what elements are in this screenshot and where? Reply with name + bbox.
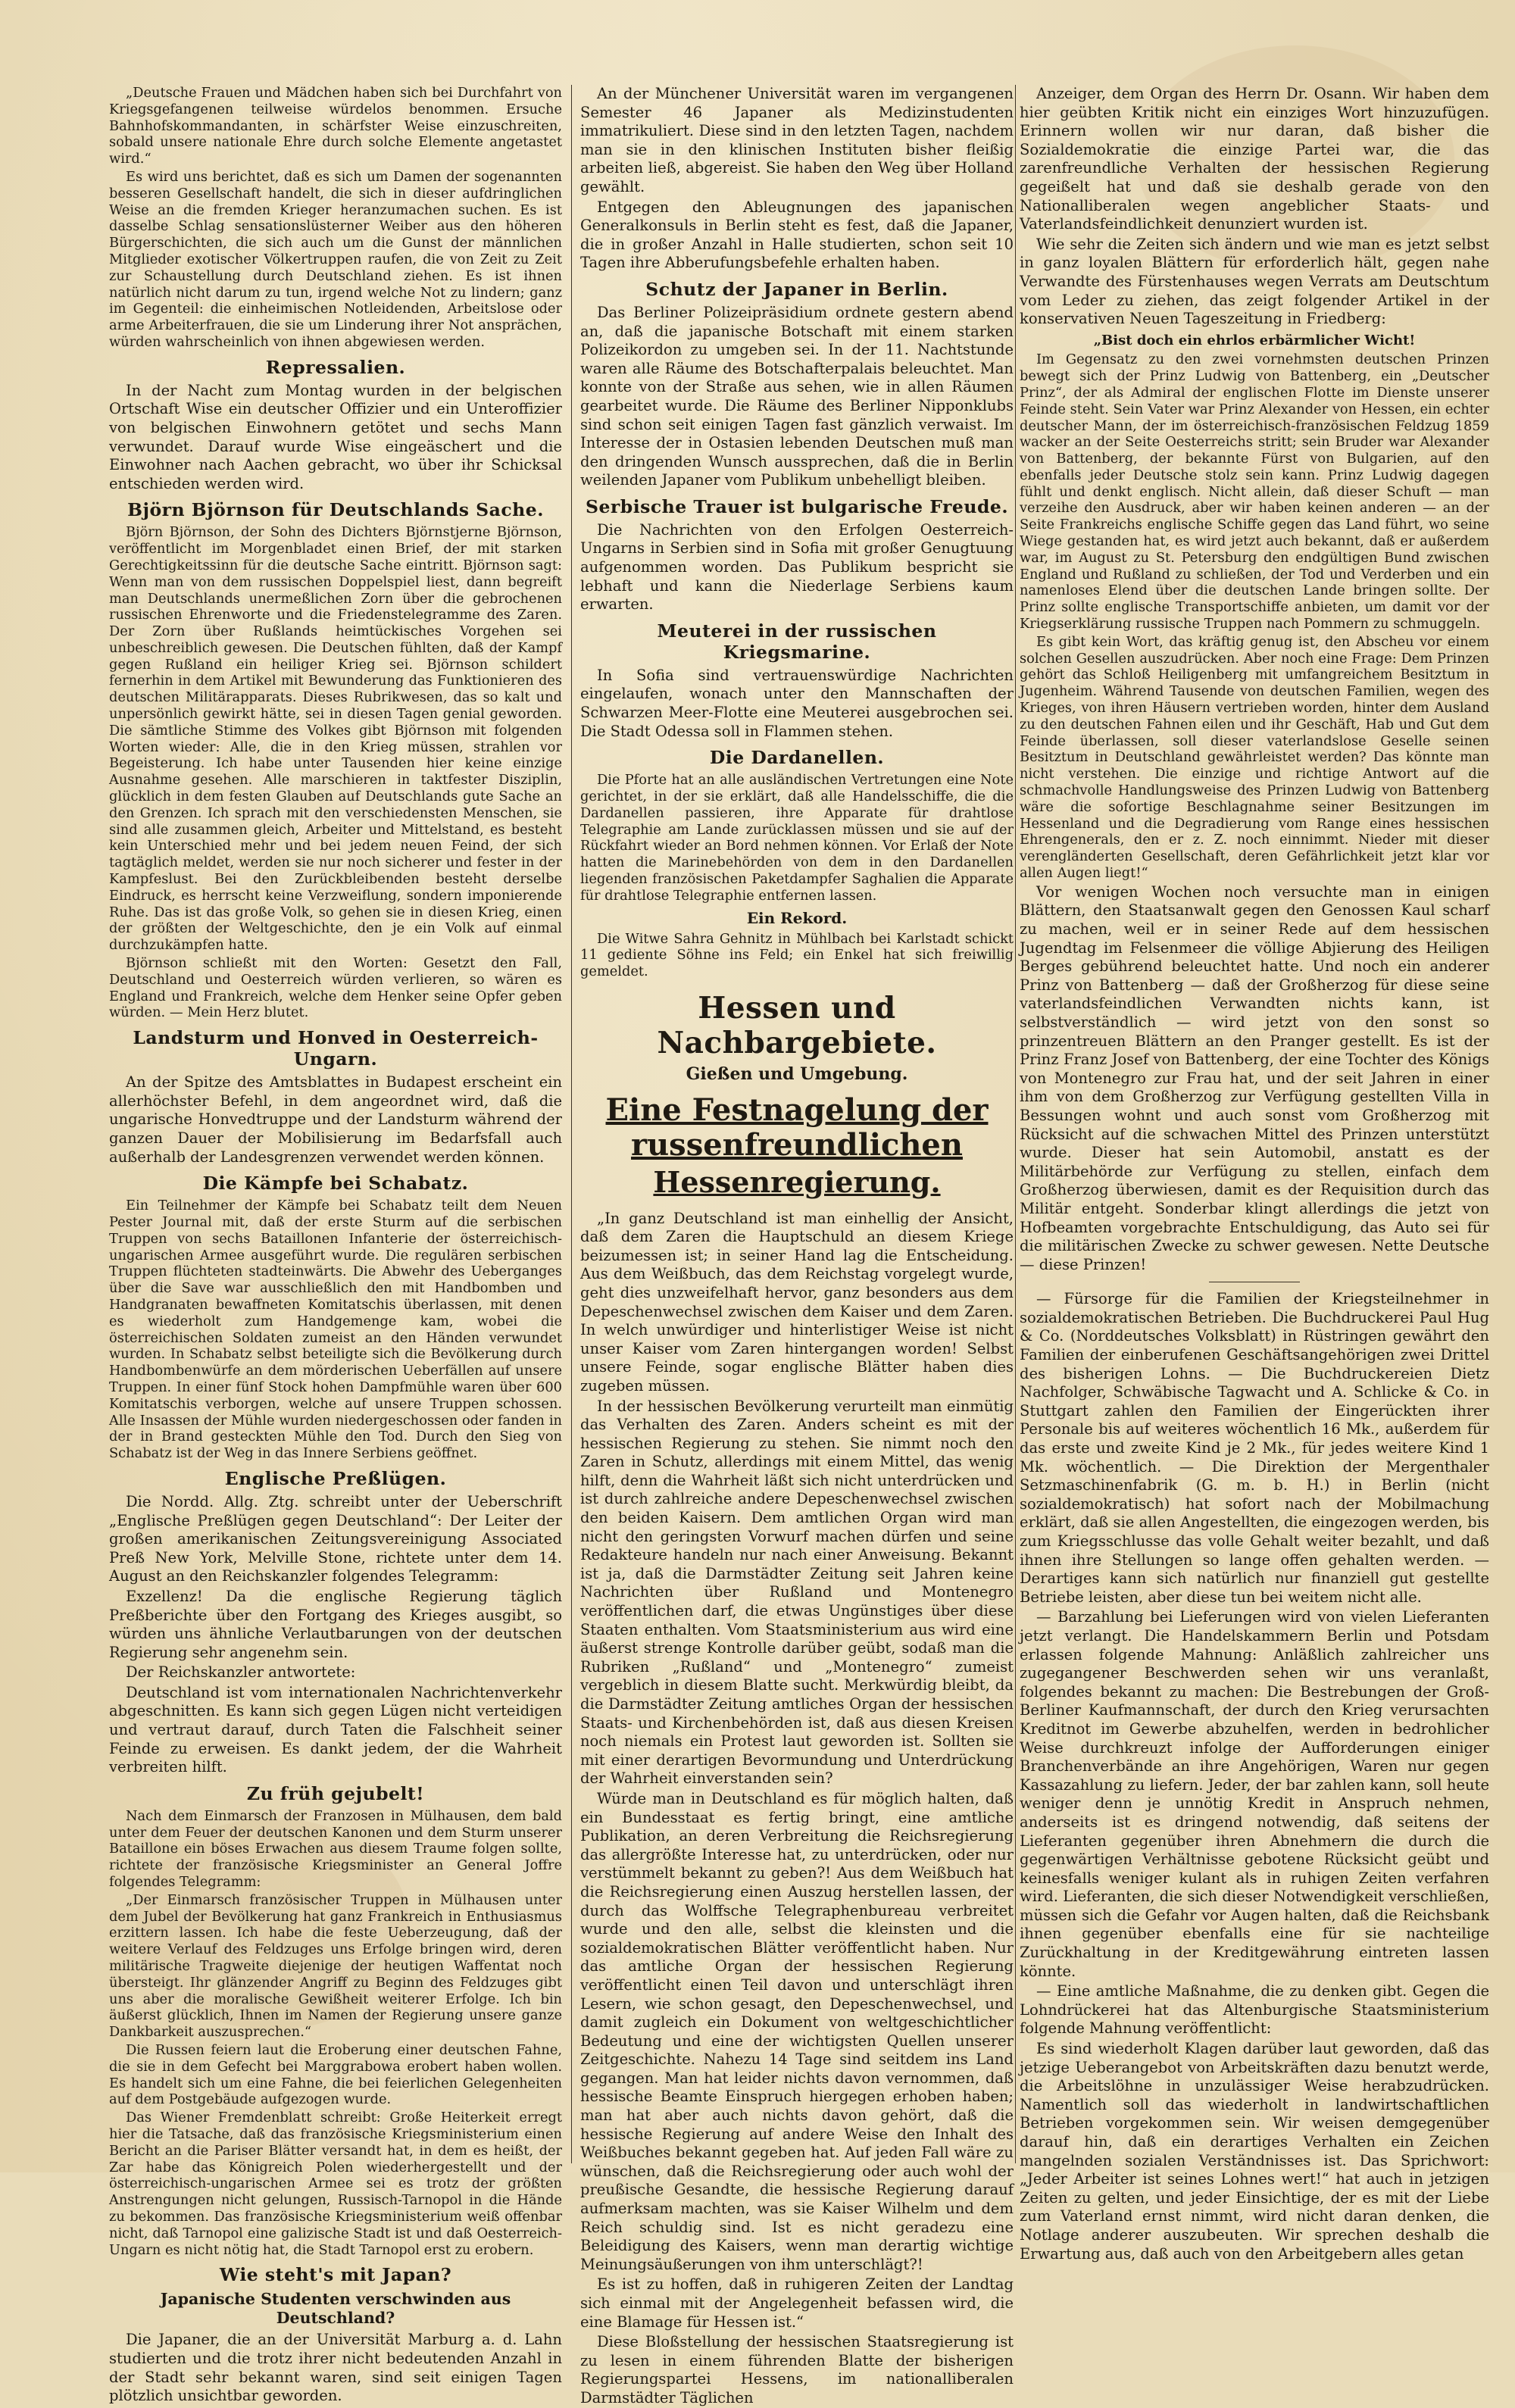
- paragraph: In der Nacht zum Montag wurden in der belgischen Ortschaft Wise ein deutscher Offizier und ein Unteroffizier von belgischen Einwohnern getötet und sechs Mann verwundet. Darauf wurde Wise eingeäschert und die Einwohner nach Aachen gebracht, wo über ihr Schicksal entschieden werden wird.: [109, 381, 562, 492]
- paragraph: Die Russen feiern laut die Eroberung einer deutschen Fahne, die sie in dem Gefecht bei Marggrabowa erobert haben wollen. Es handelt sich um eine Fahne, die bei feierlichen Gelegenheiten auf dem Postgebäude aufgezogen wurde.: [109, 2042, 562, 2108]
- paragraph: Es sind wiederholt Klagen darüber laut geworden, daß das jetzige Ueberangebot von Arbeitskräften dazu benutzt werde, die Arbeitslöhne in unzulässiger Weise herabzudrücken. Namentlich soll das wiederholt in landwirtschaftlichen Betrieben vorgekommen sein. Wir weisen demgegenüber darauf hin, daß ein derartiges Verhalten ein Zeichen mangelnden sozialen Verständnisses ist. Das Sprichwort: „Jeder Arbeiter ist seines Lohnes wert!“ hat auch in jetzigen Zeiten zu gelten, und jeder Einsichtige, der es mit der Liebe zum Vaterland ernst nimmt, wird nicht daran denken, die Notlage anderer auszubeuten. Wir sprechen deshalb die Erwartung aus, daß auch von den Arbeitgebern alles getan: [1020, 2040, 1489, 2263]
- headline-meuterei: Meuterei in der russischen Kriegsmarine.: [657, 620, 937, 663]
- paragraph: Björn Björnson, der Sohn des Dichters Björnstjerne Björnson, veröffentlicht im Morgenbladet einen Brief, der mit starken Gerechtigkeitssinn für die deutsche Sache eintritt. Björnson sagt: Wenn man von dem russischen Doppelspiel liest, dann begreift man Deutschlands unermeßlichen Zorn über die gebrochenen russischen Ehrenworte und die Friedenstelegramme des Zaren. Der Zorn über Rußlands heimtückisches Vorgehen sei unbeschreiblich gewesen. Die Deutschen fühlten, daß der Kampf gegen Rußland ein heiliger Krieg sei. Björnson schildert fernerhin in dem Artikel mit Bewunderung das Funktionieren des deutschen Militärapparats. Dieses Rubrikwesen, das so kalt und unpersönlich gewirkt hätte, sei in diesen Tagen genial geworden. Die sämtliche Stimme des Volkes gibt Björnson mit folgenden Worten wieder: Alle, die in den Krieg müssen, strahlen vor Begeisterung. Ich habe unter Tausenden hier keine einzige Ausnahme gesehen. Alle marschieren in taktfester Disziplin, glücklich in dem festen Glauben auf Deutschlands gute Sache an den Grenzen. Ich sprach mit den verschiedensten Menschen, sie sind alle zusammen gleich, Arbeiter und Mittelstand, es besteht kein Unterschied mehr und bei jedem neuen Feind, der sich tagtäglich meldet, werden sie nur noch sicherer und fester in der Kampfeslust. Bei den Zurückbleibenden besteht derselbe Eindruck, es herrscht keine Verzweiflung, sondern imponierende Ruhe. Das ist das große Volk, so gehen sie in diesen Krieg, einen der größten der Weltgeschichte, den je ein Volk auf einmal durchzukämpfen hatte.: [109, 524, 562, 954]
- paragraph: In der hessischen Bevölkerung verurteilt man einmütig das Verhalten des Zaren. Anders scheint es mit der hessischen Regierung zu stehen. Sie nimmt noch den Zaren in Schutz, allerdings mit einem Mittel, das wenig hilft, denn die Wahrheit läßt sich nicht unterdrücken und ist durch zahlreiche andere Depeschenwechsel zwischen den beiden Kaisern. Dem amtlichen Organ wird man nicht den geringsten Vorwurf machen dürfen und seine Redakteure handeln nur nach einer Anweisung. Bekannt ist ja, daß die Darmstädter Zeitung seit Jahren keine Nachrichten über Rußland und Montenegro veröffentlichen darf, die etwas Ungünstiges über diese Staaten enthalten. Vom Staatsministerium aus wird eine äußerst strenge Kontrolle darüber geübt, sodaß man die Rubriken „Rußland“ und „Montenegro“ zumeist vergeblich in diesem Blatte sucht. Merkwürdig bleibt, da die Darmstädter Zeitung amtliches Organ der hessischen Staats- und Kirchenbehörden ist, daß aus diesen Kreisen noch niemals ein Protest laut geworden ist. Sollten sie mit einer derartigen Bevormundung und Unterdrückung der Wahrheit einverstanden sein?: [580, 1397, 1014, 1788]
- paragraph: Ein Teilnehmer der Kämpfe bei Schabatz teilt dem Neuen Pester Journal mit, daß der erste Sturm auf die serbischen Truppen von sechs Bataillonen Infanterie der österreichisch-ungarischen Armee ausgeführt wurde. Die regulären serbischen Truppen flüchteten stadteinwärts. Die Abwehr des Ueberganges über die Save war ausschließlich den mit Handbomben und Handgranaten bewaffneten Komitatschis überlassen, mit denen es wiederholt zum Handgemenge kam, wobei die österreichischen Soldaten zumeist an den Händen verwundet wurden. In Schabatz selbst beteiligte sich die Bevölkerung durch Handbombenwürfe an dem mörderischen Ueberfällen auf unsere Truppen. In einer fünf Stock hohen Dampfmühle waren über 600 Komitatschis verborgen, welche auf unsere Truppen schossen. Alle Insassen der Mühle wurden niedergeschossen oder fanden in der in Brand gesteckten Mühle den Tod. Durch den Sieg von Schabatz ist der Weg in das Innere Serbiens geöffnet.: [109, 1198, 562, 1462]
- paragraph: Es gibt kein Wort, das kräftig genug ist, den Abscheu vor einem solchen Gesellen auszudrücken. Aber noch eine Frage: Dem Prinzen gehört das Schloß Heiligenberg mit umfangreichem Besitztum in Jugenheim. Während Tausende von deutschen Familien, wegen des Krieges, von ihren Häusern vertrieben worden, hinter dem Ausland zu den deutschen Fahnen eilen und ihr Geschäft, Hab und Gut dem Feinde überlassen, soll dieser vaterlandslose Geselle seinen Besitztum in Deutschland gewährleistet werden? Das könnte man nicht verstehen. Die einzige und richtige Antwort auf die schmachvolle Handlungsweise des Prinzen Ludwig von Battenberg wäre die sofortige Beschlagnahme seiner Besitzungen im Hessenland und die Degradierung vom Range eines hessischen Ehrengenerals, den er z. Z. noch einnimmt. Nieder mit dieser verengländerten Gesellschaft, deren Gefährlichkeit jetzt klar vor allen Augen liegt!“: [1020, 633, 1489, 882]
- paragraph: Die Witwe Sahra Gehnitz in Mühlbach bei Karlstadt schickt 11 gediente Söhne ins Feld; ein Enkel hat sich freiwillig gemeldet.: [580, 930, 1014, 980]
- paragraph: An der Münchener Universität waren im vergangenen Semester 46 Japaner als Medizinstudenten immatrikuliert. Diese sind in den letzten Tagen, nachdem man sie in den klinischen Instituten bisher fleißig arbeiten ließ, abgereist. Sie haben den Weg über Holland gewählt.: [580, 85, 1014, 195]
- paragraph: Würde man in Deutschland es für möglich halten, daß ein Bundesstaat es fertig bringt, eine amtliche Publikation, an deren Verbreitung die Reichsregierung das allergrößte Interesse hat, zu unterdrücken, oder nur verstümmelt bekannt zu geben?! Aus dem Weißbuch hat die Reichsregierung einen Auszug herstellen lassen, der durch das Wolffsche Telegraphenbureau verbreitet wurde und den alle, selbst die kleinsten und die sozialdemokratischen Blätter veröffentlicht haben. Nur das amtliche Organ der hessischen Regierung veröffentlicht einen Teil davon und unterschlägt ihren Lesern, wie schon gesagt, den Depeschenwechsel, und damit zugleich ein Dokument von weltgeschichtlicher Bedeutung und eine der wichtigsten Quellen unserer Zeitgeschichte. Nahezu 14 Tage sind seitdem ins Land gegangen. Man hat leider nichts davon vernommen, daß hessische Beamte Einspruch hiergegen erhoben haben; man hat aber auch nichts davon gehört, daß die hessische Regierung auf andere Weise den Inhalt des Weißbuches bekannt gegeben hat. Auf jeden Fall wäre zu wünschen, daß die Reichsregierung oder auch wohl der preußische Gesandte, die hessische Regierung darauf aufmerksam machten, was sie Kaiser Wilhelm und dem Reich schuldig sind. Ist es nicht geradezu eine Beleidigung des Kaisers, wenn man derartig wichtige Meinungsäußerungen von ihm unterschlägt?!: [580, 1789, 1014, 2273]
- paragraph: Die Japaner, die an der Universität Marburg a. d. Lahn studierten und die trotz ihrer nicht bedeutenden Anzahl in der Stadt sehr bekannt waren, sind seit einigen Tagen plötzlich unsichtbar geworden.: [109, 2331, 562, 2405]
- paragraph: Die Nachrichten von den Erfolgen Oesterreich-Ungarns in Serbien sind in Sofia mit großer Genugtuung aufgenommen worden. Das Publikum bespricht sie lebhaft und kann die Niederlage Serbiens kaum erwarten.: [580, 520, 1014, 614]
- paragraph: „Deutsche Frauen und Mädchen haben sich bei Durchfahrt von Kriegsgefangenen teilweise würdelos benommen. Ersuche Bahnhofskommandanten, in schärfster Weise einzuschreiten, sobald unsere nationale Ehre durch solche Elemente angetastet wird.“: [109, 85, 562, 167]
- headline-repressalien: Repressalien.: [265, 356, 406, 378]
- paragraph: Die Nordd. Allg. Ztg. schreibt unter der Ueberschrift „Englische Preßlügen gegen Deutschland“: Der Leiter der großen amerikanischen Zeitungsvereinigung Associated Preß New York, Melville Stone, richtete unter dem 14. August an den Reichskanzler folgendes Telegramm:: [109, 1492, 562, 1585]
- column-1: [109, 85, 562, 2405]
- paragraph: An der Spitze des Amtsblattes in Budapest erscheint ein allerhöchster Befehl, in dem angeordnet wird, daß die ungarische Honvedtruppe und der Landsturm während der ganzen Dauer der Mobilisierung im Bedarfsfall auch außerhalb der Landesgrenzen verwendet werden können.: [109, 1073, 562, 1166]
- column-rule: [571, 85, 572, 2163]
- paragraph: Wie sehr die Zeiten sich ändern und wie man es jetzt selbst in ganz loyalen Blättern für erforderlich hält, gegen nahe Verwandte des Fürstenhauses wegen Verrats am Deutschtum vom Leder zu ziehen, das zeigt folgender Artikel in der konservativen Neuen Tageszeitung in Friedberg:: [1020, 235, 1489, 328]
- headline-dardanellen: Die Dardanellen.: [709, 747, 885, 769]
- headline-schabatz: Die Kämpfe bei Schabatz.: [202, 1173, 469, 1195]
- paragraph: Exzellenz! Da die englische Regierung täglich Preßberichte über den Fortgang des Krieges ausgibt, so würden uns ähnliche Verlautbarungen von der deutschen Regierung sehr angenehm sein.: [109, 1587, 562, 1661]
- headline-englische-presslugen: Englische Preßlügen.: [224, 1467, 447, 1489]
- headline-schutz-der-japaner: Schutz der Japaner in Berlin.: [645, 278, 948, 300]
- paragraph: Es ist zu hoffen, daß in ruhigeren Zeiten der Landtag sich einmal mit der Angelegenheit befassen wird, die eine Blamage für Hessen ist.“: [580, 2275, 1014, 2331]
- paragraph: Das Wiener Fremdenblatt schreibt: Große Heiterkeit erregt hier die Tatsache, daß das französische Kriegsministerium einen Bericht an die Pariser Blätter versandt hat, in dem es heißt, der Zar habe das Königreich Polen wiederhergestellt und der österreichisch-ungarischen Armee sei es trotz der größten Anstrengungen nicht gelungen, Russisch-Tarnopol in die Hände zu bekommen. Das französische Kriegsministerium weiß offenbar nicht, daß Tarnopol eine galizische Stadt ist und daß Oesterreich-Ungarn es nicht nötig hat, die Stadt Tarnopol erst zu erobern.: [109, 2110, 562, 2258]
- paragraph: Nach dem Einmarsch der Franzosen in Mülhausen, dem bald unter dem Feuer der deutschen Kanonen und dem Sturm unserer Bataillone ein böses Erwachen aus diesem Traume folgen sollte, richtete der französische Kriegsminister an General Joffre folgendes Telegramm:: [109, 1807, 562, 1891]
- column-3: [1020, 85, 1489, 2263]
- section-heading: Hessen und Nachbargebiete.: [657, 990, 937, 1060]
- paragraph: Im Gegensatz zu den zwei vornehmsten deutschen Prinzen bewegt sich der Prinz Ludwig von Battenberg, ein „Deutscher Prinz“, der als Admiral der englischen Flotte im Dienste unserer Feinde steht. Sein Vater war Prinz Alexander von Hessen, ein echter deutscher Mann, der im österreichisch-französischen Feldzug 1859 wacker an der Seite Oesterreichs stritt; sein Bruder war Alexander von Battenberg, der bekannte Fürst von Bulgarien, auf den ebenfalls jeder Deutsche stolz sein kann. Prinz Ludwig dagegen fühlt und denkt englisch. Nicht allein, daß dieser Schuft — man verzeihe den Ausdruck, aber wir haben keinen anderen — an der Seite Frankreichs englische Schiffe gegen das Land führt, wo seine Wiege gestanden hat, es wird jetzt auch bekannt, daß er außerdem war, im August zu St. Petersburg den endgültigen Bund zwischen England und Rußland zu schließen, der Tod und Verderben und ein namenloses Elend über die deutschen Lande bringen sollte. Der Prinz sollte englische Transportschiffe anbieten, um damit vor der Kriegserklärung russische Truppen nach Pommern zu schmuggeln.: [1020, 351, 1489, 632]
- subheadline-japanische-studenten: Japanische Studenten verschwinden aus Deutschland?: [160, 2290, 511, 2328]
- paragraph: — Barzahlung bei Lieferungen wird von vielen Lieferanten jetzt verlangt. Die Handelskammern Berlin und Potsdam erlassen folgende Mahnung: Anläßlich zahlreicher uns zugegangener Beschwerden sehen wir uns veranlaßt, folgendes bekannt zu machen: Die Bestrebungen der Groß-Berliner Kaufmannschaft, der durch den Krieg verursachten Kreditnot im Gewerbe abzuhelfen, werden in bedrohlicher Weise durchkreuzt infolge der Aufforderungen einiger Branchenverbände an ihre Angehörigen, Waren nur gegen Kassazahlung zu liefern. Jeder, der bar zahlen kann, soll heute weniger denn je unnötig Kredit in Anspruch nehmen, anderseits ist es dringend notwendig, daß seitens der Lieferanten gegenüber ihren Abnehmern die durch die gegenwärtigen Verhältnisse gebotene Rücksicht geübt und keinesfalls weniger kulant als in ruhigen Zeiten verfahren wird. Lieferanten, die sich dieser Notwendigkeit verschließen, müssen sich die Gefahr vor Augen halten, daß die Reichsbank ihnen gegenüber ebenfalls eine für sie nachteilige Zurückhaltung in der Kreditgewährung eintreten lassen könnte.: [1020, 1608, 1489, 1980]
- column-2: [580, 85, 1014, 2406]
- paragraph: — Fürsorge für die Familien der Kriegsteilnehmer in sozialdemokratischen Betrieben. Die Buchdruckerei Paul Hug & Co. (Norddeutsches Volksblatt) in Rüstringen gewährt den Familien der einberufenen Geschäftsangehörigen zwei Drittel des bisherigen Lohns. — Die Buchdruckereien Dietz Nachfolger, Schwäbische Tagwacht und A. Schlicke & Co. in Stuttgart zahlen den Familien der Eingerückten ihrer Personale bis auf weiteres wöchentlich 16 Mk., außerdem für das erste und zweite Kind je 2 Mk., für jedes weitere Kind 1 Mk. wöchentlich. — Die Direktion der Mergenthaler Setzmaschinenfabrik (G. m. b. H.) in Berlin (nicht sozialdemokratisch) hat sofort nach der Mobilmachung erklärt, daß sie allen Angestellten, die eingezogen werden, bis zum Kriegsschlusse das volle Gehalt weiter bezahlt, und daß ihnen ihre Stellungen so lange offen gehalten werden. — Derartiges kann sich natürlich nur finanziell gut gestellte Betriebe leisten, aber diese tun bei weitem nicht alle.: [1020, 1290, 1489, 1606]
- paragraph: Diese Bloßstellung der hessischen Staatsregierung ist zu lesen in einem führenden Blatte der bisherigen Regierungspartei Hessens, im nationalliberalen Darmstädter Täglichen: [580, 2333, 1014, 2406]
- headline-zu-frueh-gejubelt: Zu früh gejubelt!: [246, 1782, 425, 1804]
- column-rule: [1015, 85, 1016, 2163]
- paragraph: In Sofia sind vertrauenswürdige Nachrichten eingelaufen, wonach unter den Mannschaften der Schwarzen Meer-Flotte eine Meuterei ausgebrochen sei. Die Stadt Odessa soll in Flammen stehen.: [580, 666, 1014, 740]
- headline-landsturm: Landsturm und Honved in Oesterreich-Ungarn.: [133, 1027, 539, 1070]
- section-subheading: Gießen und Umgebung.: [686, 1063, 908, 1084]
- paragraph: Deutschland ist vom internationalen Nachrichtenverkehr abgeschnitten. Es kann sich gegen Lügen nicht verteidigen und vertraut darauf, durch Taten die Falschheit seiner Feinde zu erweisen. Es dankt jedem, der die Wahrheit verbreiten hilft.: [109, 1683, 562, 1776]
- paragraph: Anzeiger, dem Organ des Herrn Dr. Osann. Wir haben dem hier geübten Kritik nicht ein einziges Wort hinzuzufügen. Erinnern wollen wir nur daran, daß bisher die Sozialdemokratie die einzige Partei war, die das zarenfreundliche Verhalten der hessischen Regierung gegeißelt hat und daß sie deshalb gerade von den Nationalliberalen wegen angeblicher Staats- und Vaterlandsfeindlichkeit denunziert wurden ist.: [1020, 85, 1489, 233]
- main-headline-line2: Hessenregierung.: [653, 1164, 941, 1199]
- headline-rekord: Ein Rekord.: [746, 908, 848, 927]
- headline-serbische-trauer: Serbische Trauer ist bulgarische Freude.: [585, 495, 1009, 517]
- paragraph: — Eine amtliche Maßnahme, die zu denken gibt. Gegen die Lohndrückerei hat das Altenburgische Staatsministerium folgende Mahnung veröffentlicht:: [1020, 1982, 1489, 2038]
- paragraph: Entgegen den Ableugnungen des japanischen Generalkonsuls in Berlin steht es fest, daß die Japaner, die in großer Anzahl in Halle studierten, schon seit 10 Tagen ihre Abberufungsbefehle erhalten haben.: [580, 198, 1014, 272]
- paragraph: „Der Einmarsch französischer Truppen in Mülhausen unter dem Jubel der Bevölkerung hat ganz Frankreich in Enthusiasmus erzittern lassen. Ich habe die feste Ueberzeugung, daß der weitere Verlauf des Feldzuges uns Erfolge bringen wird, deren militärische Tragweite diejenige der heutigen Waffentat noch übersteigt. Ihr glänzender Angriff zu Beginn des Feldzuges gibt uns aber die moralische Gewißheit weiterer Erfolge. Ich bin äußerst glücklich, Ihnen im Namen der Regierung unsere ganze Dankbarkeit auszusprechen.“: [109, 1891, 562, 2041]
- quote-heading: „Bist doch ein ehrlos erbärmlicher Wicht!: [1093, 332, 1416, 348]
- paragraph: Es wird uns berichtet, daß es sich um Damen der sogenannten besseren Gesellschaft handelt, die sich in dieser aufdringlichen Weise an die fremden Krieger heranzumachen suchen. Es ist dasselbe Schlag sensationslüsterner Weiber aus den höheren Bürgerschichten, die sich auch um die Gunst der männlichen Mitglieder exotischer Völkertruppen raufen, die von Zeit zu Zeit zur Schaustellung durch Deutschland ziehen. Es ist ihnen natürlich nicht darum zu tun, irgend welche Not zu lindern; ganz im Gegenteil: die einheimischen Notleidenden, Arbeitslose oder arme Arbeiterfrauen, die sie um Linderung ihrer Not ansprächen, würden wahrscheinlich von ihnen abgewiesen werden.: [109, 168, 562, 350]
- paragraph: Das Berliner Polizeipräsidium ordnete gestern abend an, daß die japanische Botschaft mit einem starken Polizeikordon zu umgeben sei. In der 11. Nachtstunde waren alle Räume des Botschafterpalais beleuchtet. Man konnte von der Straße aus sehen, wie in allen Räumen gearbeitet wurde. Die Räume des Berliner Nipponklubs sind schon seit einigen Tagen fast gänzlich verwaist. Im Interesse der in Ostasien lebenden Deutschen muß man den dringenden Wunsch aussprechen, daß die in Berlin weilenden Japaner vom Publikum unbehelligt bleiben.: [580, 303, 1014, 489]
- paragraph: Björnson schließt mit den Worten: Gesetzt den Fall, Deutschland und Oesterreich würden verlieren, so wären es England und Frankreich, welche dem Henker seine Opfer geben würden. — Mein Herz blutet.: [109, 955, 562, 1021]
- paragraph: Vor wenigen Wochen noch versuchte man in einigen Blättern, den Staatsanwalt gegen den Genossen Kaul scharf zu machen, weil er in seiner Rede auf dem hessischen Jugendtag im Felsenmeer die völlige Abjierung des Heiligen Berges gebührend beleuchtet hatte. Und noch ein anderer Prinz von Battenberg — daß der Großherzog für diese seine vaterlandsfeindlichen Verwandten nichts kann, ist selbstverständlich — wird jetzt von den sonst so prinzentreuen Blättern an den Pranger gestellt. Es ist der Prinz Franz Josef von Battenberg, der eine Tochter des Königs von Montenegro zur Frau hat, und der seit Jahren in einer ihm von dem Großherzog zur Verfügung gestellten Villa in Bessungen wohnt und auch sonst vom Großherzog mit Rücksicht auf die schwachen Mittel des Prinzen unterstützt wurde. Dieser hat sein Automobil, anstatt es der Militärbehörde zur Verfügung zu stellen, einfach dem Großherzog überwiesen, damit es der Requisition durch das Militär entgeht. Sonderbar klingt allerdings die jetzt von Hofbeamten vorgebrachte Entschuldigung, das Auto sei für die militärischen Zwecke zu schwer gewesen. Nette Deutsche — diese Prinzen!: [1020, 882, 1489, 1273]
- paragraph: Die Pforte hat an alle ausländischen Vertretungen eine Note gerichtet, in der sie erklärt, daß alle Handelsschiffe, die die Dardanellen passieren, ihre Apparate für drahtlose Telegraphie am Lande zurücklassen müssen und sie auf der Rückfahrt wieder an Bord nehmen können. Vor Erlaß der Note hatten die Marinebehörden von dem in den Dardanellen liegenden französischen Paketdampfer Saghalien die Apparate für drahtlose Telegraphie entfernen lassen.: [580, 772, 1014, 904]
- paragraph: „In ganz Deutschland ist man einhellig der Ansicht, daß dem Zaren die Hauptschuld an diesem Kriege beizumessen ist; in seiner Hand lag die Entscheidung. Aus dem Weißbuch, das dem Reichstag vorgelegt wurde, geht dies unzweifelhaft hervor, ganz besonders aus dem Depeschenwechsel zwischen dem Kaiser und dem Zaren. In welch unwürdiger und hinterlistiger Weise ist nicht unser Kaiser vom Zaren hintergangen worden! Selbst unsere Feinde, sogar englische Blätter haben dies zugeben müssen.: [580, 1209, 1014, 1395]
- headline-bjoernson: Björn Björnson für Deutschlands Sache.: [127, 499, 544, 521]
- headline-japan: Wie steht's mit Japan?: [219, 2264, 452, 2286]
- main-headline: Eine Festnagelung der russenfreundlichen: [605, 1092, 989, 1163]
- paragraph: Der Reichskanzler antwortete:: [126, 1663, 356, 1682]
